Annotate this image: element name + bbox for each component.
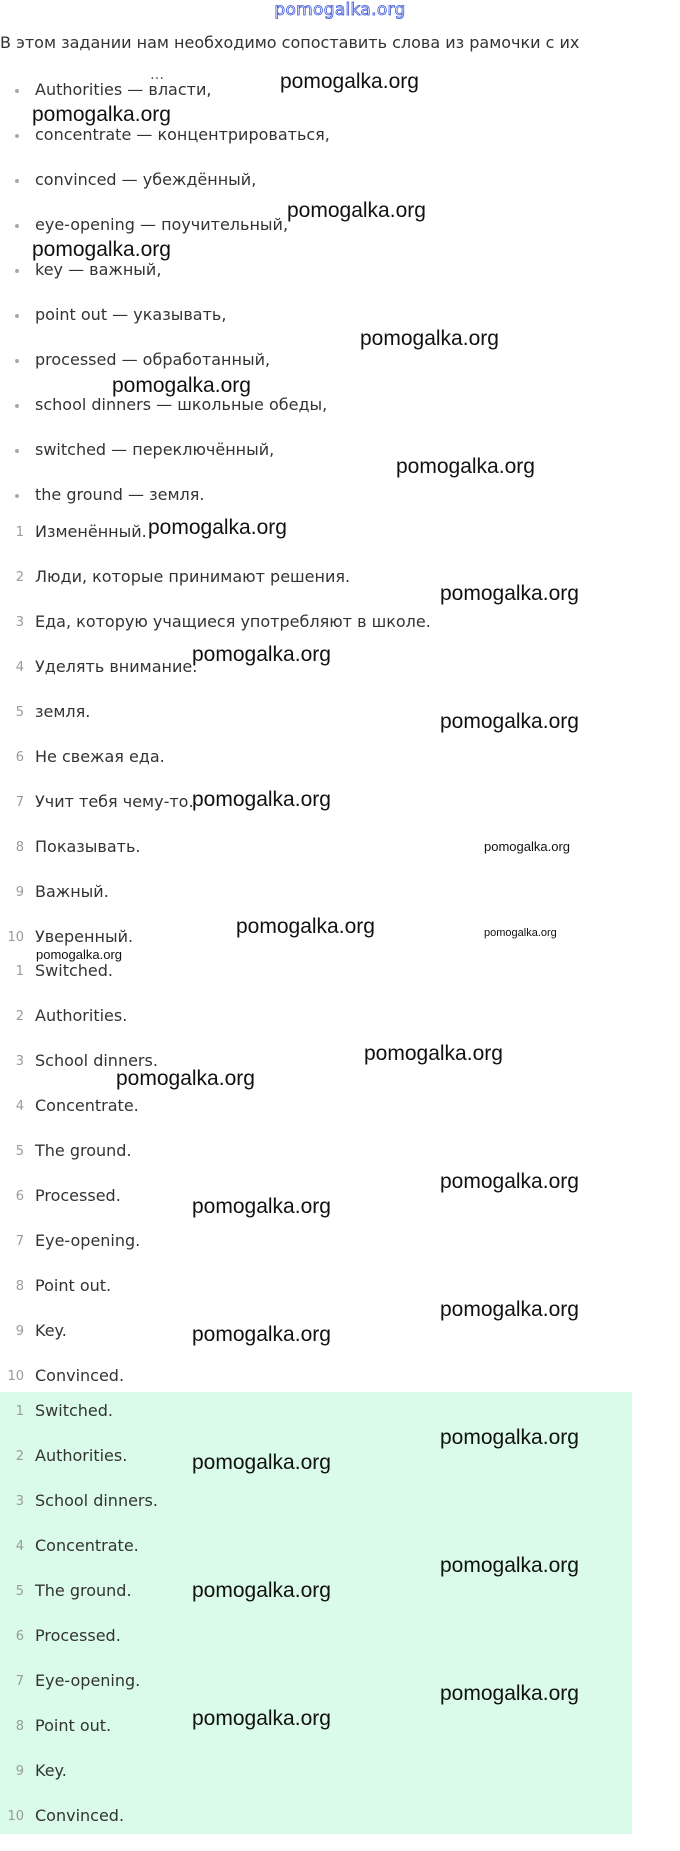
highlighted-answers-list	[0, 1401, 158, 1851]
definitions-list	[0, 522, 431, 972]
watermark: pomogalka.org	[32, 103, 171, 126]
definition-text: Показывать.	[35, 837, 141, 856]
watermark: pomogalka.org	[192, 1323, 331, 1346]
watermark: pomogalka.org	[36, 947, 122, 962]
answer-text: Processed.	[35, 1186, 121, 1205]
definition-text: Не свежая еда.	[35, 747, 165, 766]
watermark: pomogalka.org	[32, 238, 171, 261]
item-number: 7	[15, 795, 24, 810]
bullet-icon	[15, 134, 19, 138]
watermark: pomogalka.org	[440, 1682, 579, 1705]
item-number: 6	[15, 1189, 24, 1204]
watermark: pomogalka.org	[440, 1298, 579, 1321]
bullet-icon	[15, 314, 19, 318]
definition-text: Люди, которые принимают решения.	[35, 567, 351, 586]
bullet-icon	[15, 224, 19, 228]
item-number: 8	[15, 1719, 24, 1734]
bullet-icon	[15, 494, 19, 498]
answer-text: Authorities.	[35, 1446, 128, 1465]
item-number: 2	[15, 1449, 24, 1464]
list-item	[0, 1491, 158, 1536]
item-number: 5	[15, 1144, 24, 1159]
list-item	[0, 260, 330, 305]
watermark: pomogalka.org	[287, 199, 426, 222]
item-number: 6	[15, 750, 24, 765]
list-item	[0, 305, 330, 350]
item-number: 2	[15, 570, 24, 585]
watermark: pomogalka.org	[280, 70, 419, 93]
item-number: 5	[15, 1584, 24, 1599]
answer-text: Concentrate.	[35, 1096, 139, 1115]
watermark: pomogalka.org	[440, 710, 579, 733]
watermark: pomogalka.org	[236, 915, 375, 938]
item-number: 9	[15, 1324, 24, 1339]
item-number: 4	[15, 1539, 24, 1554]
definition-text: земля.	[35, 702, 91, 721]
watermark: pomogalka.org	[148, 516, 287, 539]
item-number: 2	[15, 1009, 24, 1024]
list-item	[0, 1186, 158, 1231]
answer-text: The ground.	[35, 1141, 132, 1160]
list-item	[0, 1141, 158, 1186]
watermark: pomogalka.org	[360, 327, 499, 350]
answer-text: Key.	[35, 1761, 67, 1780]
list-item	[0, 1276, 158, 1321]
item-number: 10	[7, 1809, 24, 1824]
list-item	[0, 1581, 158, 1626]
list-item	[0, 702, 431, 747]
clipped-text-line: …	[150, 67, 164, 83]
definition-text: Уделять внимание.	[35, 657, 198, 676]
list-item	[0, 961, 158, 1006]
answer-text: Switched.	[35, 961, 113, 980]
watermark: pomogalka.org	[192, 1195, 331, 1218]
watermark: pomogalka.org	[396, 455, 535, 478]
list-item	[0, 395, 330, 440]
item-number: 9	[15, 885, 24, 900]
item-number: 3	[15, 1054, 24, 1069]
list-item	[0, 1321, 158, 1366]
watermark: pomogalka.org	[116, 1067, 255, 1090]
definition-text: Важный.	[35, 882, 109, 901]
answer-text: Convinced.	[35, 1366, 125, 1385]
list-item	[0, 1006, 158, 1051]
bullet-icon	[15, 449, 19, 453]
item-number: 1	[15, 525, 24, 540]
watermark: pomogalka.org	[440, 582, 579, 605]
watermark: pomogalka.org	[192, 1707, 331, 1730]
item-number: 7	[15, 1674, 24, 1689]
bullet-icon	[15, 404, 19, 408]
answer-text: Point out.	[35, 1716, 112, 1735]
intro-text: В этом задании нам необходимо сопоставить слова из рамочки с их	[0, 33, 580, 52]
answer-text: Concentrate.	[35, 1536, 139, 1555]
watermark: pomogalka.org	[192, 788, 331, 811]
vocabulary-entry: switched — переключённый,	[35, 440, 275, 459]
vocabulary-entry: point out — указывать,	[35, 305, 227, 324]
list-item	[0, 1446, 158, 1491]
list-item	[0, 1536, 158, 1581]
answer-text: Switched.	[35, 1401, 113, 1420]
watermark: pomogalka.org	[440, 1170, 579, 1193]
answer-text: Point out.	[35, 1276, 112, 1295]
bullet-icon	[15, 179, 19, 183]
item-number: 9	[15, 1764, 24, 1779]
list-item	[0, 747, 431, 792]
answer-text: Processed.	[35, 1626, 121, 1645]
list-item	[0, 1806, 158, 1851]
vocabulary-entry: the ground — земля.	[35, 485, 205, 504]
list-item	[0, 125, 330, 170]
site-logo: pomogalka.org	[274, 0, 406, 20]
item-number: 8	[15, 840, 24, 855]
item-number: 6	[15, 1629, 24, 1644]
item-number: 1	[15, 964, 24, 979]
list-item	[0, 1231, 158, 1276]
watermark: pomogalka.org	[192, 1451, 331, 1474]
answer-text: Authorities.	[35, 1006, 128, 1025]
item-number: 1	[15, 1404, 24, 1419]
list-item	[0, 1401, 158, 1446]
list-item	[0, 1671, 158, 1716]
vocabulary-entry: concentrate — концентрироваться,	[35, 125, 330, 144]
answer-text: Convinced.	[35, 1806, 125, 1825]
answer-text: Key.	[35, 1321, 67, 1340]
watermark: pomogalka.org	[192, 1579, 331, 1602]
list-item	[0, 1096, 158, 1141]
answer-text: Eye-opening.	[35, 1671, 141, 1690]
item-number: 4	[15, 660, 24, 675]
definition-text: Уверенный.	[35, 927, 134, 946]
answer-text: The ground.	[35, 1581, 132, 1600]
item-number: 10	[7, 930, 24, 945]
watermark: pomogalka.org	[112, 374, 251, 397]
watermark: pomogalka.org	[484, 927, 557, 939]
vocabulary-entry: Authorities — власти,	[35, 80, 212, 99]
bullet-icon	[15, 89, 19, 93]
list-item	[0, 1626, 158, 1671]
definition-text: Учит тебя чему-то.	[35, 792, 194, 811]
item-number: 4	[15, 1099, 24, 1114]
list-item	[0, 1716, 158, 1761]
list-item	[0, 440, 330, 485]
watermark: pomogalka.org	[440, 1426, 579, 1449]
vocabulary-entry: processed — обработанный,	[35, 350, 271, 369]
answer-text: School dinners.	[35, 1051, 158, 1070]
definition-text: Изменённый.	[35, 522, 147, 541]
list-item	[0, 567, 431, 612]
list-item	[0, 170, 330, 215]
item-number: 3	[15, 1494, 24, 1509]
watermark: pomogalka.org	[192, 643, 331, 666]
answers-list	[0, 961, 158, 1411]
list-item	[0, 837, 431, 882]
vocabulary-entry: school dinners — школьные обеды,	[35, 395, 328, 414]
bullet-icon	[15, 269, 19, 273]
definition-text: Еда, которую учащиеся употребляют в школе.	[35, 612, 431, 631]
answer-text: School dinners.	[35, 1491, 158, 1510]
watermark: pomogalka.org	[440, 1554, 579, 1577]
vocabulary-entry: convinced — убеждённый,	[35, 170, 257, 189]
item-number: 8	[15, 1279, 24, 1294]
answer-text: Eye-opening.	[35, 1231, 141, 1250]
item-number: 3	[15, 615, 24, 630]
vocabulary-entry: eye-opening — поучительный,	[35, 215, 289, 234]
bullet-icon	[15, 359, 19, 363]
vocabulary-list	[0, 80, 330, 530]
item-number: 7	[15, 1234, 24, 1249]
watermark: pomogalka.org	[364, 1042, 503, 1065]
item-number: 5	[15, 705, 24, 720]
watermark: pomogalka.org	[484, 839, 570, 854]
list-item	[0, 1761, 158, 1806]
vocabulary-entry: key — важный,	[35, 260, 162, 279]
item-number: 10	[7, 1369, 24, 1384]
